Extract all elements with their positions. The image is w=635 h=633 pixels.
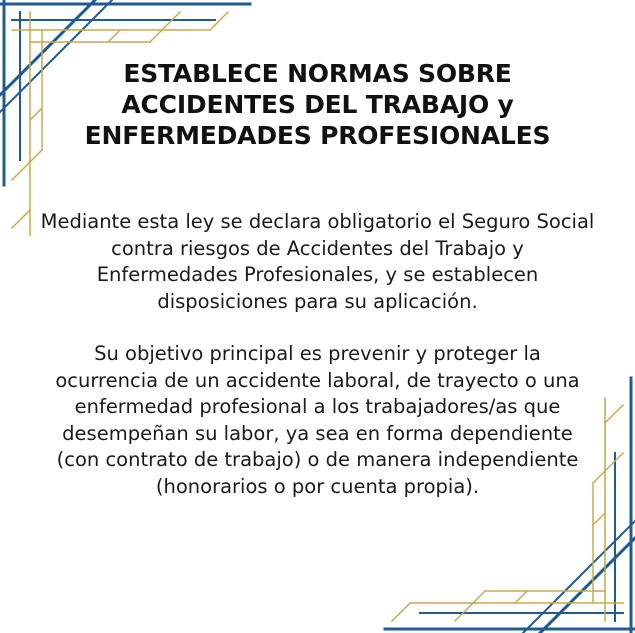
main-content — [40, 58, 595, 500]
page-title: ESTABLECE NORMAS SOBRE ACCIDENTES DEL TRABAJO y ENFERMEDADES PROFESIONALES — [84, 59, 551, 150]
objective-paragraph: Su objetivo principal es prevenir y proteger la ocurrencia de un accidente laboral, de trayecto o una enfermedad profesional a los trabajadores/as que desempeñan su labor, ya sea en forma dependiente (con contrato de trabajo) o de manera independiente (honorarios o por cuenta propia). — [55, 342, 580, 498]
intro-paragraph: Mediante esta ley se declara obligatorio el Seguro Social contra riesgos de Accidentes del Trabajo y Enfermedades Profesionales, y se establecen disposiciones para su aplicación. — [40, 210, 595, 313]
